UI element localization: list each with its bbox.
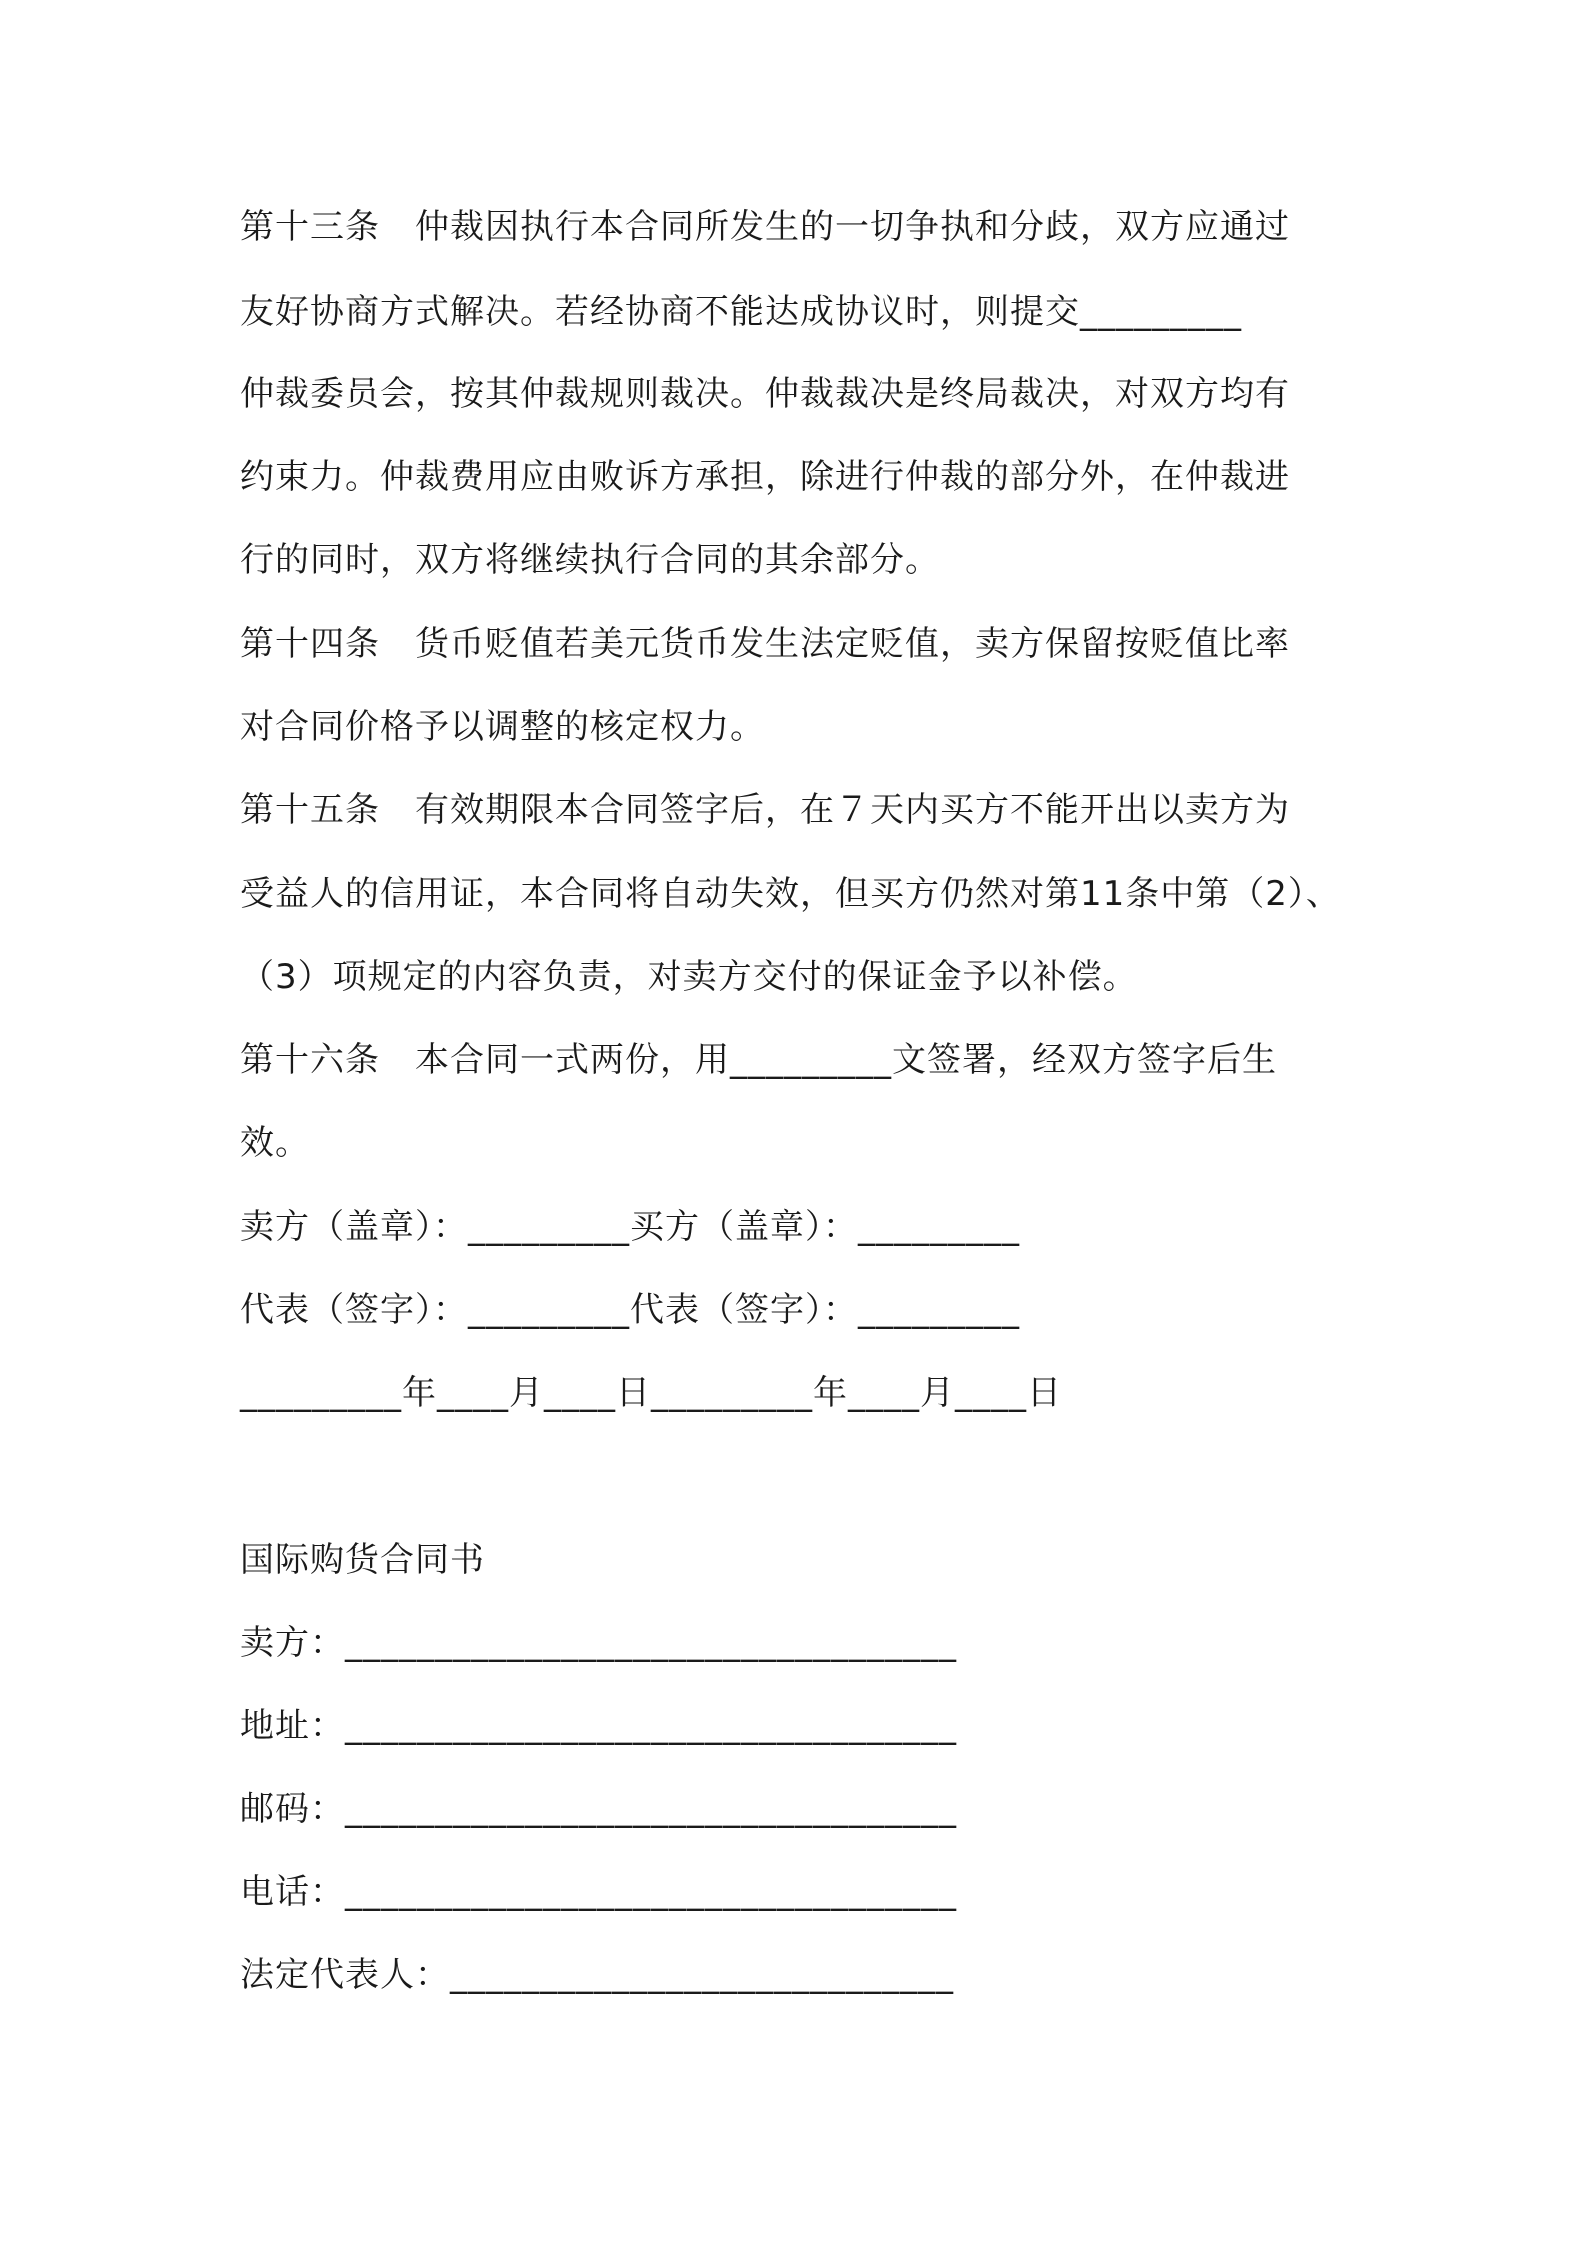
legal-representative-field: 法定代表人：____________________________ (240, 1955, 954, 1995)
article-13-line-2: 友好协商方式解决。若经协商不能达成协议时，则提交_________ (240, 292, 1242, 332)
phone-field: 电话：__________________________________ (240, 1872, 957, 1912)
article-16-line-2: 效。 (240, 1123, 310, 1163)
signature-line: 代表（签字）：_________代表（签字）：_________ (240, 1290, 1020, 1330)
article-15-line-3: （3）项规定的内容负责，对卖方交付的保证金予以补偿。 (240, 957, 1138, 997)
article-13-line-1: 第十三条 仲裁因执行本合同所发生的一切争执和分歧，双方应通过 (240, 207, 1290, 247)
article-15-line-2: 受益人的信用证，本合同将自动失效，但买方仍然对第11条中第（2）、 (240, 874, 1341, 914)
article-13-line-5: 行的同时，双方将继续执行合同的其余部分。 (240, 540, 940, 580)
contract-title: 国际购货合同书 (240, 1540, 485, 1580)
seal-line: 卖方（盖章）：_________买方（盖章）：_________ (240, 1207, 1020, 1247)
address-field: 地址：__________________________________ (240, 1706, 957, 1746)
seller-field: 卖方：__________________________________ (240, 1623, 957, 1663)
postcode-field: 邮码：__________________________________ (240, 1789, 957, 1829)
article-14-line-1: 第十四条 货币贬值若美元货币发生法定贬值，卖方保留按贬值比率 (240, 624, 1290, 664)
date-line: _________年____月____日_________年____月____日 (240, 1373, 1062, 1413)
article-13-line-3: 仲裁委员会，按其仲裁规则裁决。仲裁裁决是终局裁决，对双方均有 (240, 374, 1290, 414)
article-16-line-1: 第十六条 本合同一式两份，用_________文签署，经双方签字后生 (240, 1040, 1277, 1080)
article-14-line-2: 对合同价格予以调整的核定权力。 (240, 707, 765, 747)
article-15-line-1: 第十五条 有效期限本合同签字后，在７天内买方不能开出以卖方为 (240, 790, 1290, 830)
article-13-line-4: 约束力。仲裁费用应由败诉方承担，除进行仲裁的部分外，在仲裁进 (240, 457, 1290, 497)
